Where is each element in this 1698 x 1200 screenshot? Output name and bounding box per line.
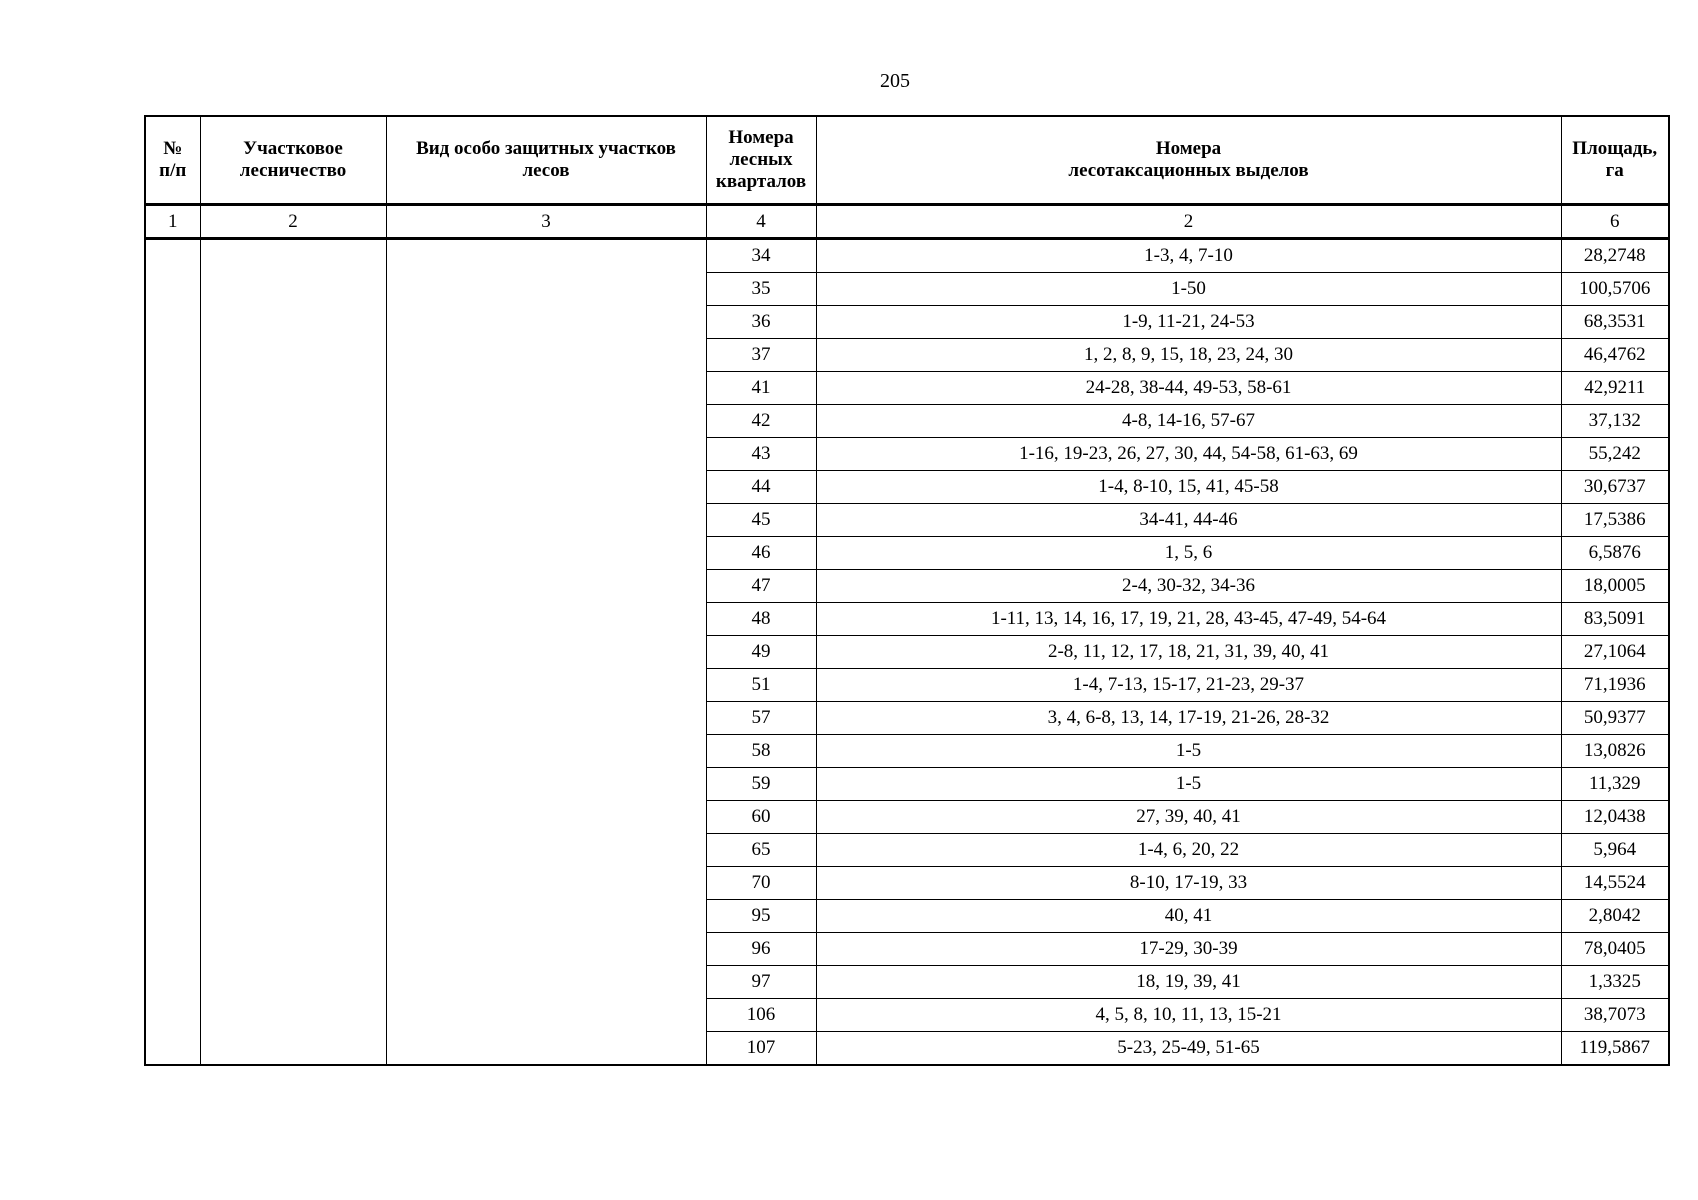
header-cell-quarters bbox=[706, 116, 816, 205]
area-cell: 55,242 bbox=[1561, 438, 1669, 471]
plots-cell: 1-5 bbox=[816, 768, 1561, 801]
header-text: № bbox=[163, 138, 183, 159]
header-cell-protected-type bbox=[386, 116, 706, 205]
quarter-cell: 45 bbox=[706, 504, 816, 537]
quarter-cell: 97 bbox=[706, 966, 816, 999]
plots-cell: 1-5 bbox=[816, 735, 1561, 768]
header-text: Участковое bbox=[243, 138, 343, 159]
plots-cell: 5-23, 25-49, 51-65 bbox=[816, 1032, 1561, 1066]
header-text: Вид особо защитных участков bbox=[416, 138, 676, 159]
plots-cell: 1-4, 7-13, 15-17, 21-23, 29-37 bbox=[816, 669, 1561, 702]
merged-forestry-cell bbox=[200, 239, 386, 1066]
merged-number-cell bbox=[145, 239, 200, 1066]
header-text: лесных bbox=[729, 149, 793, 170]
area-cell: 83,5091 bbox=[1561, 603, 1669, 636]
header-text: кварталов bbox=[715, 171, 807, 192]
area-cell: 11,329 bbox=[1561, 768, 1669, 801]
header-text: га bbox=[1605, 160, 1624, 181]
quarter-cell: 42 bbox=[706, 405, 816, 438]
plots-cell: 1-3, 4, 7-10 bbox=[816, 239, 1561, 273]
plots-cell: 24-28, 38-44, 49-53, 58-61 bbox=[816, 372, 1561, 405]
merged-protected-type-cell bbox=[386, 239, 706, 1066]
plots-cell: 40, 41 bbox=[816, 900, 1561, 933]
plots-cell: 18, 19, 39, 41 bbox=[816, 966, 1561, 999]
plots-cell: 27, 39, 40, 41 bbox=[816, 801, 1561, 834]
quarter-cell: 57 bbox=[706, 702, 816, 735]
header-text: лесов bbox=[522, 160, 570, 181]
header-cell-plots bbox=[816, 116, 1561, 205]
quarter-cell: 60 bbox=[706, 801, 816, 834]
column-number-cell: 6 bbox=[1561, 205, 1669, 239]
quarter-cell: 44 bbox=[706, 471, 816, 504]
column-number-cell: 3 bbox=[386, 205, 706, 239]
header-text: п/п bbox=[159, 160, 187, 181]
plots-cell: 1-50 bbox=[816, 273, 1561, 306]
forest-plots-table bbox=[144, 115, 1670, 1066]
area-cell: 37,132 bbox=[1561, 405, 1669, 438]
quarter-cell: 51 bbox=[706, 669, 816, 702]
quarter-cell: 95 bbox=[706, 900, 816, 933]
header-text: лесотаксационных выделов bbox=[1068, 160, 1309, 181]
area-cell: 68,3531 bbox=[1561, 306, 1669, 339]
area-cell: 50,9377 bbox=[1561, 702, 1669, 735]
quarter-cell: 34 bbox=[706, 239, 816, 273]
quarter-cell: 35 bbox=[706, 273, 816, 306]
plots-cell: 3, 4, 6-8, 13, 14, 17-19, 21-26, 28-32 bbox=[816, 702, 1561, 735]
header-cell-area bbox=[1561, 116, 1669, 205]
area-cell: 78,0405 bbox=[1561, 933, 1669, 966]
area-cell: 27,1064 bbox=[1561, 636, 1669, 669]
plots-cell: 2-4, 30-32, 34-36 bbox=[816, 570, 1561, 603]
area-cell: 1,3325 bbox=[1561, 966, 1669, 999]
area-cell: 46,4762 bbox=[1561, 339, 1669, 372]
quarter-cell: 59 bbox=[706, 768, 816, 801]
area-cell: 12,0438 bbox=[1561, 801, 1669, 834]
plots-cell: 17-29, 30-39 bbox=[816, 933, 1561, 966]
area-cell: 30,6737 bbox=[1561, 471, 1669, 504]
area-cell: 38,7073 bbox=[1561, 999, 1669, 1032]
plots-cell: 4-8, 14-16, 57-67 bbox=[816, 405, 1561, 438]
plots-cell: 4, 5, 8, 10, 11, 13, 15-21 bbox=[816, 999, 1561, 1032]
quarter-cell: 65 bbox=[706, 834, 816, 867]
column-number-cell: 4 bbox=[706, 205, 816, 239]
quarter-cell: 41 bbox=[706, 372, 816, 405]
area-cell: 6,5876 bbox=[1561, 537, 1669, 570]
plots-cell: 1-16, 19-23, 26, 27, 30, 44, 54-58, 61-63, 69 bbox=[816, 438, 1561, 471]
quarter-cell: 43 bbox=[706, 438, 816, 471]
quarter-cell: 47 bbox=[706, 570, 816, 603]
quarter-cell: 36 bbox=[706, 306, 816, 339]
table-body bbox=[145, 239, 1669, 1066]
header-text: Номера bbox=[1155, 138, 1222, 159]
quarter-cell: 96 bbox=[706, 933, 816, 966]
plots-cell: 1-9, 11-21, 24-53 bbox=[816, 306, 1561, 339]
quarter-cell: 58 bbox=[706, 735, 816, 768]
quarter-cell: 46 bbox=[706, 537, 816, 570]
column-number-cell: 2 bbox=[200, 205, 386, 239]
column-number-cell: 1 bbox=[145, 205, 200, 239]
area-cell: 5,964 bbox=[1561, 834, 1669, 867]
area-cell: 71,1936 bbox=[1561, 669, 1669, 702]
plots-cell: 1-4, 8-10, 15, 41, 45-58 bbox=[816, 471, 1561, 504]
page-number: 205 bbox=[880, 70, 910, 92]
column-numbers-row bbox=[145, 205, 1669, 239]
quarter-cell: 106 bbox=[706, 999, 816, 1032]
area-cell: 42,9211 bbox=[1561, 372, 1669, 405]
quarter-cell: 49 bbox=[706, 636, 816, 669]
column-number-cell: 2 bbox=[816, 205, 1561, 239]
plots-cell: 1-4, 6, 20, 22 bbox=[816, 834, 1561, 867]
header-cell-forestry bbox=[200, 116, 386, 205]
plots-cell: 34-41, 44-46 bbox=[816, 504, 1561, 537]
quarter-cell: 48 bbox=[706, 603, 816, 636]
quarter-cell: 70 bbox=[706, 867, 816, 900]
area-cell: 13,0826 bbox=[1561, 735, 1669, 768]
area-cell: 2,8042 bbox=[1561, 900, 1669, 933]
area-cell: 17,5386 bbox=[1561, 504, 1669, 537]
table-row bbox=[145, 239, 1669, 273]
plots-cell: 1-11, 13, 14, 16, 17, 19, 21, 28, 43-45, 47-49, 54-64 bbox=[816, 603, 1561, 636]
header-text: Номера bbox=[728, 127, 794, 148]
plots-cell: 1, 2, 8, 9, 15, 18, 23, 24, 30 bbox=[816, 339, 1561, 372]
header-text: лесничество bbox=[239, 160, 347, 181]
quarter-cell: 37 bbox=[706, 339, 816, 372]
plots-cell: 1, 5, 6 bbox=[816, 537, 1561, 570]
area-cell: 119,5867 bbox=[1561, 1032, 1669, 1066]
quarter-cell: 107 bbox=[706, 1032, 816, 1066]
header-cell-number bbox=[145, 116, 200, 205]
area-cell: 28,2748 bbox=[1561, 239, 1669, 273]
header-text: Площадь, bbox=[1572, 138, 1658, 159]
plots-cell: 2-8, 11, 12, 17, 18, 21, 31, 39, 40, 41 bbox=[816, 636, 1561, 669]
plots-cell: 8-10, 17-19, 33 bbox=[816, 867, 1561, 900]
area-cell: 18,0005 bbox=[1561, 570, 1669, 603]
header-row bbox=[145, 116, 1669, 205]
area-cell: 100,5706 bbox=[1561, 273, 1669, 306]
area-cell: 14,5524 bbox=[1561, 867, 1669, 900]
